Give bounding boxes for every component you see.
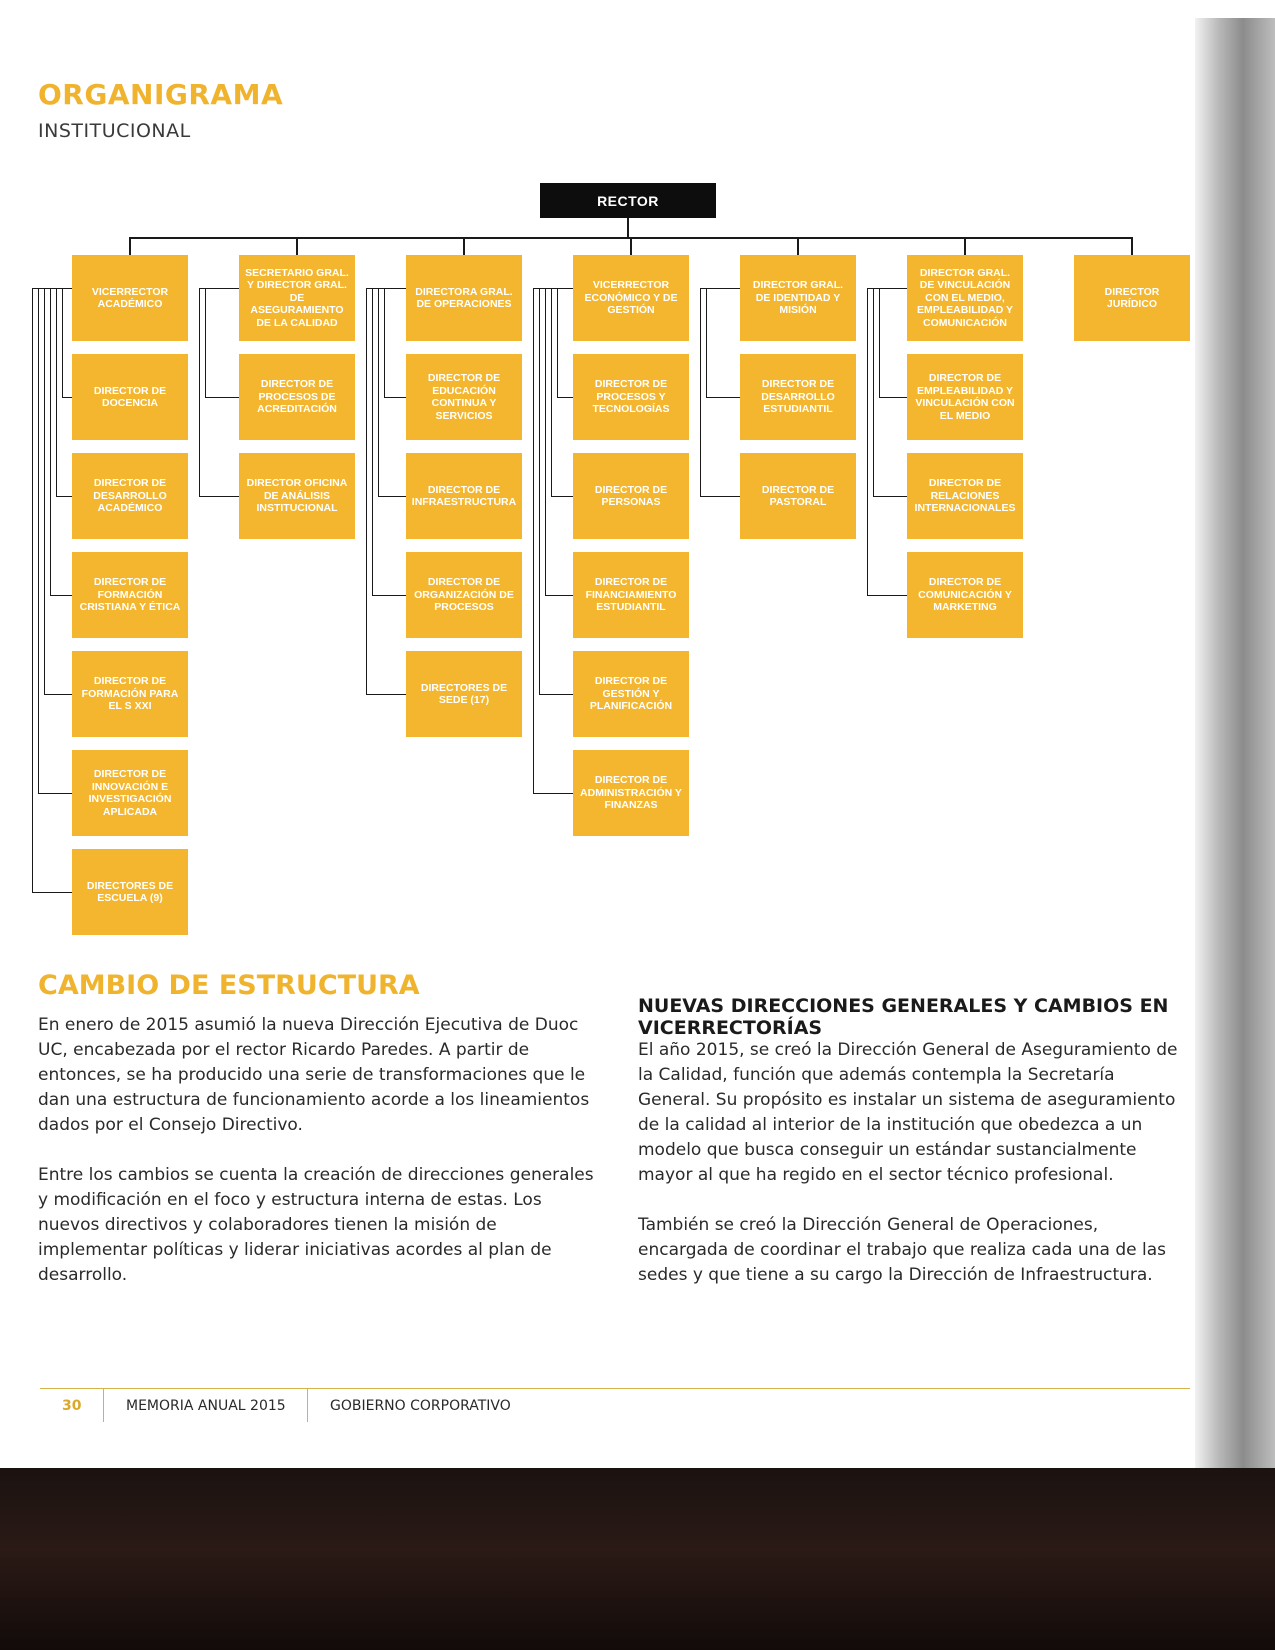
org-node-child: DIRECTOR DE ADMINISTRACIÓN Y FINANZAS xyxy=(573,750,689,836)
footer-section: GOBIERNO CORPORATIVO xyxy=(330,1398,511,1414)
connector-line xyxy=(867,595,907,596)
org-node-head: DIRECTOR GRAL. DE IDENTIDAD Y MISIÓN xyxy=(740,255,856,341)
connector-line xyxy=(366,288,406,289)
footer-separator xyxy=(103,1388,104,1422)
connector-line xyxy=(627,218,629,237)
connector-line xyxy=(199,288,239,289)
connector-line xyxy=(50,595,72,596)
connector-line xyxy=(38,793,72,794)
connector-line xyxy=(205,288,206,397)
connector-line xyxy=(366,288,367,694)
org-node-child: DIRECTOR DE FORMACIÓN PARA EL S XXI xyxy=(72,651,188,737)
org-node-child: DIRECTOR DE INNOVACIÓN E INVESTIGACIÓN APLICADA xyxy=(72,750,188,836)
org-node-child: DIRECTOR DE ORGANIZACIÓN DE PROCESOS xyxy=(406,552,522,638)
connector-line xyxy=(463,237,465,255)
footer-separator xyxy=(307,1388,308,1422)
org-node-child: DIRECTOR DE COMUNICACIÓN Y MARKETING xyxy=(907,552,1023,638)
connector-line xyxy=(378,288,379,496)
connector-line xyxy=(199,288,200,496)
connector-line xyxy=(557,397,573,398)
connector-line xyxy=(1131,237,1133,255)
org-node-child: DIRECTOR DE FINANCIAMIENTO ESTUDIANTIL xyxy=(573,552,689,638)
scan-background xyxy=(0,1468,1275,1650)
footer-publication: MEMORIA ANUAL 2015 xyxy=(126,1398,286,1414)
page-title: ORGANIGRAMA xyxy=(38,78,284,111)
org-node-child: DIRECTOR OFICINA DE ANÁLISIS INSTITUCIONAL xyxy=(239,453,355,539)
connector-line xyxy=(533,793,573,794)
connector-line xyxy=(964,237,966,255)
org-node-child: DIRECTORES DE ESCUELA (9) xyxy=(72,849,188,935)
org-node-child: DIRECTORES DE SEDE (17) xyxy=(406,651,522,737)
org-node-child: DIRECTOR DE RELACIONES INTERNACIONALES xyxy=(907,453,1023,539)
connector-line xyxy=(205,397,239,398)
connector-line xyxy=(44,288,45,694)
connector-line xyxy=(378,496,406,497)
org-node-child: DIRECTOR DE GESTIÓN Y PLANIFICACIÓN xyxy=(573,651,689,737)
connector-line xyxy=(551,288,552,496)
org-node-child: DIRECTOR DE DOCENCIA xyxy=(72,354,188,440)
connector-line xyxy=(867,288,907,289)
connector-line xyxy=(706,397,740,398)
connector-line xyxy=(545,288,546,595)
org-node-rector: RECTOR xyxy=(540,183,716,218)
connector-line xyxy=(50,288,51,595)
connector-line xyxy=(873,288,874,496)
connector-line xyxy=(797,237,799,255)
connector-line xyxy=(32,288,72,289)
connector-line xyxy=(879,397,907,398)
org-node-head: DIRECTOR JURÍDICO xyxy=(1074,255,1190,341)
org-node-head: DIRECTORA GRAL. DE OPERACIONES xyxy=(406,255,522,341)
org-node-child: DIRECTOR DE PROCESOS DE ACREDITACIÓN xyxy=(239,354,355,440)
connector-line xyxy=(700,288,701,496)
connector-line xyxy=(879,288,880,397)
connector-line xyxy=(700,288,740,289)
paragraph-right-2: También se creó la Dirección General de Operaciones, encargada de coordinar el trabajo que realiza cada una de las sedes y que tiene a su cargo la Dirección de Infraestructura. xyxy=(638,1215,1167,1285)
org-node-child: DIRECTOR DE DESARROLLO ESTUDIANTIL xyxy=(740,354,856,440)
org-node-child: DIRECTOR DE EDUCACIÓN CONTINUA Y SERVICIOS xyxy=(406,354,522,440)
connector-line xyxy=(630,237,632,255)
paragraph-left-1: En enero de 2015 asumió la nueva Dirección Ejecutiva de Duoc UC, encabezada por el rector Ricardo Paredes. A partir de entonces, se ha producido una serie de transformaciones que le dan una estructura de funcionamiento acorde a los lineamientos dados por el Consejo Directivo. xyxy=(38,1015,590,1135)
org-node-child: DIRECTOR DE INFRAESTRUCTURA xyxy=(406,453,522,539)
org-node-head: SECRETARIO GRAL. Y DIRECTOR GRAL. DE ASEGURAMIENTO DE LA CALIDAD xyxy=(239,255,355,341)
connector-line xyxy=(384,397,406,398)
connector-line xyxy=(867,288,868,595)
footer-rule xyxy=(40,1388,1190,1389)
connector-line xyxy=(129,237,131,255)
org-node-child: DIRECTOR DE DESARROLLO ACADÉMICO xyxy=(72,453,188,539)
org-node-child: DIRECTOR DE PERSONAS xyxy=(573,453,689,539)
connector-line xyxy=(533,288,534,793)
connector-line xyxy=(56,496,72,497)
connector-line xyxy=(557,288,558,397)
org-node-head: VICERRECTOR ACADÉMICO xyxy=(72,255,188,341)
paragraph-left-2: Entre los cambios se cuenta la creación de direcciones generales y modificación en el foco y estructura interna de estas. Los nuevos directivos y colaboradores tienen la misión de implementar políticas y liderar iniciativas acordes al plan de desarrollo. xyxy=(38,1165,594,1285)
connector-line xyxy=(199,496,239,497)
connector-line xyxy=(56,288,57,496)
connector-line xyxy=(44,694,72,695)
org-node-head: DIRECTOR GRAL. DE VINCULACIÓN CON EL MEDIO, EMPLEABILIDAD Y COMUNICACIÓN xyxy=(907,255,1023,341)
connector-line xyxy=(545,595,573,596)
connector-line xyxy=(296,237,298,255)
connector-line xyxy=(551,496,573,497)
connector-line xyxy=(32,892,72,893)
connector-line xyxy=(38,288,39,793)
connector-line xyxy=(873,496,907,497)
section-title-cambio: CAMBIO DE ESTRUCTURA xyxy=(38,970,420,1001)
org-node-child: DIRECTOR DE EMPLEABILIDAD Y VINCULACIÓN CON EL MEDIO xyxy=(907,354,1023,440)
connector-line xyxy=(700,496,740,497)
connector-line xyxy=(372,288,373,595)
connector-line xyxy=(539,288,540,694)
connector-line xyxy=(384,288,385,397)
paragraph-right-1: El año 2015, se creó la Dirección General de Aseguramiento de la Calidad, función que además contempla la Secretaría General. Su propósito es instalar un sistema de aseguramiento de la calidad al interior de la institución que obedezca a un modelo que busca conseguir un estándar sustancialmente mayor al que ha regido en el sector técnico profesional. xyxy=(638,1040,1178,1185)
connector-line xyxy=(62,288,63,397)
page-number: 30 xyxy=(62,1398,82,1414)
connector-line xyxy=(372,595,406,596)
org-node-child: DIRECTOR DE PASTORAL xyxy=(740,453,856,539)
connector-line xyxy=(533,288,573,289)
connector-line xyxy=(706,288,707,397)
org-node-head: VICERRECTOR ECONÓMICO Y DE GESTIÓN xyxy=(573,255,689,341)
section-title-nuevas: NUEVAS DIRECCIONES GENERALES Y CAMBIOS EN VICERRECTORÍAS xyxy=(638,995,1169,1039)
connector-line xyxy=(62,397,72,398)
connector-line xyxy=(366,694,406,695)
page-edge-shadow xyxy=(1195,18,1275,1468)
connector-line xyxy=(539,694,573,695)
org-node-child: DIRECTOR DE FORMACIÓN CRISTIANA Y ÉTICA xyxy=(72,552,188,638)
org-node-child: DIRECTOR DE PROCESOS Y TECNOLOGÍAS xyxy=(573,354,689,440)
page-subtitle: INSTITUCIONAL xyxy=(38,120,191,142)
connector-line xyxy=(32,288,33,892)
